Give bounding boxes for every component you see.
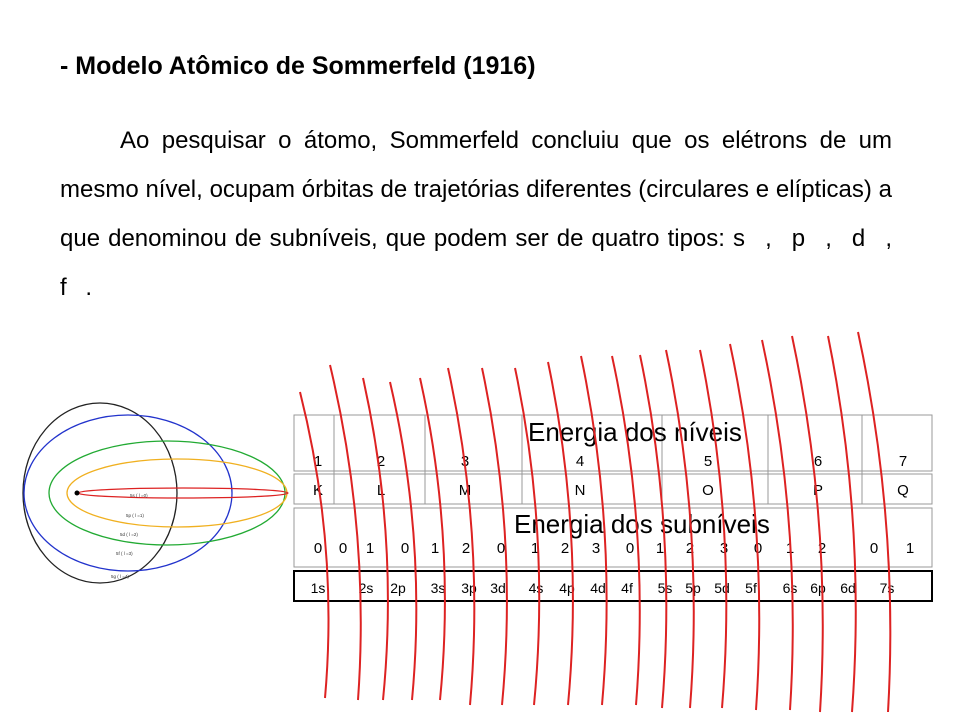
sublevel-0: 1s xyxy=(310,580,326,596)
energy-arc-17 xyxy=(828,336,856,712)
l-value-4: 1 xyxy=(430,540,440,557)
energy-arc-6 xyxy=(482,368,507,705)
sublevel-12: 5d xyxy=(714,580,730,596)
level-number-6: 7 xyxy=(898,453,908,470)
level-number-2: 3 xyxy=(460,453,470,470)
orbit-illustration xyxy=(23,403,288,583)
sublevel-13: 5f xyxy=(745,580,757,596)
l-value-18: 1 xyxy=(905,540,915,557)
level-letter-4: O xyxy=(702,482,714,499)
l-value-6: 0 xyxy=(496,540,506,557)
orbit-label-5d: 5d ( l =2) xyxy=(120,532,138,537)
l-value-1: 0 xyxy=(338,540,348,557)
nucleus xyxy=(75,491,80,496)
l-value-16: 2 xyxy=(817,540,827,557)
l-value-10: 0 xyxy=(625,540,635,557)
level-number-3: 4 xyxy=(575,453,585,470)
sublevel-16: 6d xyxy=(840,580,856,596)
sublevel-5: 3d xyxy=(490,580,506,596)
l-value-0: 0 xyxy=(313,540,323,557)
orbit-label-5f: 5f ( l =3) xyxy=(116,551,133,556)
orbit-label-5s: 5s ( l =0) xyxy=(130,493,148,498)
sublevel-9: 4f xyxy=(621,580,633,596)
subshell-types: s , p , d , f . xyxy=(60,225,892,301)
levels-header: Energia dos níveis xyxy=(528,417,742,447)
l-value-9: 3 xyxy=(591,540,601,557)
energy-arc-18 xyxy=(858,332,890,712)
level-number-4: 5 xyxy=(703,453,713,470)
level-number-5: 6 xyxy=(813,453,823,470)
orbit-label-5p: 5p ( l =1) xyxy=(126,513,144,518)
sublevel-10: 5s xyxy=(657,580,673,596)
level-letter-2: M xyxy=(458,482,472,499)
energy-arc-2 xyxy=(363,378,388,700)
sublevel-8: 4d xyxy=(590,580,606,596)
l-value-14: 0 xyxy=(753,540,763,557)
sublevel-4: 3p xyxy=(461,580,477,596)
level-letter-3: N xyxy=(574,482,586,499)
level-letter-6: Q xyxy=(897,482,909,499)
level-number-1: 2 xyxy=(376,453,386,470)
level-letter-0: K xyxy=(312,482,324,499)
level-letter-5: P xyxy=(812,482,824,499)
energy-arc-16 xyxy=(792,336,823,712)
sublevel-7: 4p xyxy=(559,580,575,596)
table-texts xyxy=(311,417,915,596)
l-value-5: 2 xyxy=(461,540,471,557)
l-value-7: 1 xyxy=(530,540,540,557)
l-value-11: 1 xyxy=(655,540,665,557)
page-title: - Modelo Atômico de Sommerfeld (1916) xyxy=(60,52,536,80)
level-letter-1: L xyxy=(376,482,386,499)
sublevel-3: 3s xyxy=(430,580,446,596)
orbit-label-5g: 5g ( l =4) xyxy=(111,574,129,579)
sublevels-header: Energia dos subníveis xyxy=(514,509,770,539)
sublevel-14: 6s xyxy=(782,580,798,596)
sublevel-17: 7s xyxy=(879,580,895,596)
l-value-17: 0 xyxy=(869,540,879,557)
l-value-3: 0 xyxy=(400,540,410,557)
orbit-5d xyxy=(49,441,285,545)
l-value-8: 2 xyxy=(560,540,570,557)
sublevel-15: 6p xyxy=(810,580,826,596)
sublevel-6: 4s xyxy=(528,580,544,596)
level-number-0: 1 xyxy=(313,453,323,470)
orbit-5g xyxy=(23,403,177,583)
energy-arc-5 xyxy=(448,368,474,705)
l-value-13: 3 xyxy=(719,540,729,557)
sublevel-11: 5p xyxy=(685,580,701,596)
l-value-15: 1 xyxy=(785,540,795,557)
orbit-5f xyxy=(24,415,232,571)
energy-arc-4 xyxy=(420,378,445,700)
l-value-2: 1 xyxy=(365,540,375,557)
sublevel-2: 2p xyxy=(390,580,406,596)
orbit-labels xyxy=(111,493,148,579)
sublevel-1: 2s xyxy=(358,580,374,596)
paragraph-text: Ao pesquisar o átomo, Sommerfeld concluiu que os elétrons de um mesmo nível, ocupam órbitas de trajetórias diferentes (circulares e elípticas) a que denominou de subníveis, que podem ser de quatro tipos: xyxy=(60,127,892,252)
orbit-5s xyxy=(78,488,288,498)
l-value-12: 2 xyxy=(685,540,695,557)
